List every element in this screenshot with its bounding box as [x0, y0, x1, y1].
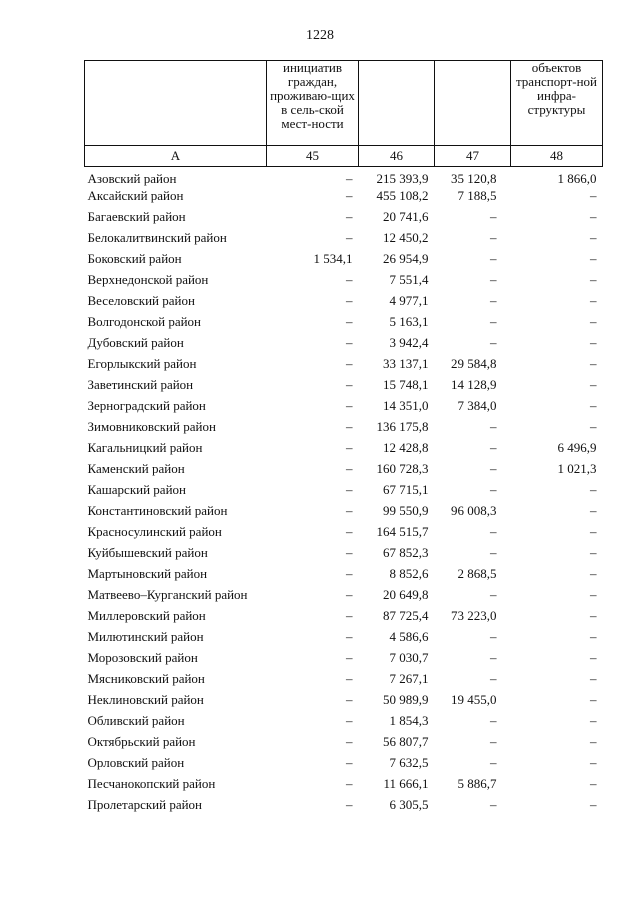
- value-col-47: –: [490, 712, 497, 728]
- district-name: Кашарский район: [87, 481, 186, 497]
- district-name: Зимовниковский район: [87, 418, 216, 434]
- value-col-46: 20 741,6: [383, 208, 429, 224]
- value-col-47: –: [490, 628, 497, 644]
- value-col-48: –: [590, 481, 597, 497]
- table-row: [85, 377, 603, 398]
- value-col-45: –: [346, 397, 353, 413]
- district-name: Мясниковский район: [87, 670, 205, 686]
- value-col-45: –: [346, 712, 353, 728]
- value-col-46: 7 030,7: [389, 649, 429, 665]
- value-col-48: –: [590, 208, 597, 224]
- value-col-47: 7 188,5: [457, 187, 497, 203]
- page-number: 1228: [306, 28, 334, 43]
- value-col-46: 5 163,1: [389, 313, 429, 329]
- value-col-48: 1 021,3: [557, 460, 597, 476]
- value-col-46: 215 393,9: [376, 171, 429, 186]
- table-row: [85, 293, 603, 314]
- value-col-47: –: [490, 229, 497, 245]
- value-col-45: –: [346, 208, 353, 224]
- value-col-46: 26 954,9: [383, 250, 429, 266]
- value-col-48: –: [590, 502, 597, 518]
- value-col-47: –: [490, 670, 497, 686]
- value-col-48: –: [590, 523, 597, 539]
- value-col-45: –: [346, 523, 353, 539]
- district-name: Орловский район: [87, 754, 185, 770]
- value-col-47: –: [490, 586, 497, 602]
- value-col-48: –: [590, 712, 597, 728]
- value-col-47: 73 223,0: [451, 607, 497, 623]
- value-col-48: –: [590, 292, 597, 308]
- district-name: Милютинский район: [87, 628, 204, 644]
- table-row: [85, 524, 603, 545]
- header-title-47: [435, 61, 511, 146]
- value-col-45: –: [346, 313, 353, 329]
- table-row: [85, 482, 603, 503]
- table-row: [85, 776, 603, 797]
- value-col-46: 4 586,6: [389, 628, 429, 644]
- district-name: Обливский район: [87, 712, 185, 728]
- budget-table: [84, 60, 603, 818]
- district-name: Зерноградский район: [87, 397, 206, 413]
- header-row-titles: [85, 61, 603, 146]
- value-col-45: –: [346, 171, 353, 186]
- value-col-45: –: [346, 481, 353, 497]
- table-row: [85, 629, 603, 650]
- district-name: Заветинский район: [87, 376, 194, 392]
- value-col-45: –: [346, 544, 353, 560]
- value-col-47: 2 868,5: [457, 565, 497, 581]
- value-col-45: –: [346, 691, 353, 707]
- value-col-46: 14 351,0: [383, 397, 429, 413]
- district-name: Веселовский район: [87, 292, 195, 308]
- table-row: [85, 356, 603, 377]
- value-col-46: 7 267,1: [389, 670, 429, 686]
- value-col-47: 7 384,0: [457, 397, 497, 413]
- district-name: Багаевский район: [87, 208, 186, 224]
- value-col-45: –: [346, 607, 353, 623]
- table-row: [85, 545, 603, 566]
- value-col-46: 87 725,4: [383, 607, 429, 623]
- value-col-45: –: [346, 733, 353, 749]
- header-col-48: 48: [511, 146, 603, 167]
- value-col-48: –: [590, 670, 597, 686]
- value-col-47: –: [490, 481, 497, 497]
- table-row: [85, 167, 603, 188]
- value-col-47: 35 120,8: [451, 171, 497, 186]
- district-name: Мартыновский район: [87, 565, 208, 581]
- budget-table-container: [84, 60, 602, 818]
- value-col-47: 29 584,8: [451, 355, 497, 371]
- value-col-48: 6 496,9: [557, 439, 597, 455]
- header-col-a: А: [85, 146, 267, 167]
- table-header: [85, 61, 603, 167]
- table-row: [85, 734, 603, 755]
- value-col-46: 3 942,4: [389, 334, 429, 350]
- value-col-45: –: [346, 460, 353, 476]
- value-col-45: –: [346, 418, 353, 434]
- value-col-47: –: [490, 649, 497, 665]
- value-col-47: 19 455,0: [451, 691, 497, 707]
- value-col-48: –: [590, 187, 597, 203]
- table-row: [85, 713, 603, 734]
- value-col-46: 11 666,1: [383, 775, 429, 791]
- value-col-47: –: [490, 208, 497, 224]
- value-col-46: 8 852,6: [389, 565, 429, 581]
- table-row: [85, 566, 603, 587]
- header-title-45: инициатив граждан, проживаю-щих в сель-ской мест-ности: [267, 61, 359, 146]
- value-col-48: 1 866,0: [557, 171, 597, 186]
- value-col-45: –: [346, 271, 353, 287]
- value-col-48: –: [590, 796, 597, 812]
- value-col-47: –: [490, 754, 497, 770]
- value-col-46: 7 551,4: [389, 271, 429, 287]
- value-col-46: 67 852,3: [383, 544, 429, 560]
- value-col-48: –: [590, 229, 597, 245]
- value-col-48: –: [590, 271, 597, 287]
- value-col-47: –: [490, 313, 497, 329]
- value-col-48: –: [590, 250, 597, 266]
- table-row: [85, 503, 603, 524]
- value-col-45: –: [346, 649, 353, 665]
- header-title-name: [85, 61, 267, 146]
- header-col-45: 45: [267, 146, 359, 167]
- table-row: [85, 440, 603, 461]
- value-col-46: 20 649,8: [383, 586, 429, 602]
- table-row: [85, 335, 603, 356]
- table-row: [85, 671, 603, 692]
- value-col-47: –: [490, 292, 497, 308]
- value-col-47: –: [490, 733, 497, 749]
- district-name: Матвеево–Курганский район: [87, 586, 248, 602]
- district-name: Пролетарский район: [87, 796, 203, 812]
- value-col-47: –: [490, 334, 497, 350]
- value-col-46: 67 715,1: [383, 481, 429, 497]
- district-name: Боковский район: [87, 250, 182, 266]
- value-col-48: –: [590, 649, 597, 665]
- value-col-46: 56 807,7: [383, 733, 429, 749]
- table-row: [85, 314, 603, 335]
- value-col-46: 164 515,7: [376, 523, 429, 539]
- value-col-48: –: [590, 628, 597, 644]
- value-col-48: –: [590, 607, 597, 623]
- value-col-47: 5 886,7: [457, 775, 497, 791]
- value-col-46: 15 748,1: [383, 376, 429, 392]
- value-col-45: –: [346, 628, 353, 644]
- value-col-48: –: [590, 544, 597, 560]
- value-col-45: –: [346, 502, 353, 518]
- value-col-45: –: [346, 586, 353, 602]
- value-col-46: 6 305,5: [389, 796, 429, 812]
- value-col-46: 136 175,8: [376, 418, 429, 434]
- district-name: Куйбышевский район: [87, 544, 208, 560]
- district-name: Аксайский район: [87, 187, 184, 203]
- table-row: [85, 797, 603, 818]
- value-col-47: 96 008,3: [451, 502, 497, 518]
- value-col-46: 7 632,5: [389, 754, 429, 770]
- value-col-45: –: [346, 229, 353, 245]
- district-name: Песчанокопский район: [87, 775, 216, 791]
- value-col-46: 50 989,9: [383, 691, 429, 707]
- value-col-45: –: [346, 187, 353, 203]
- value-col-46: 33 137,1: [383, 355, 429, 371]
- value-col-46: 99 550,9: [383, 502, 429, 518]
- value-col-45: –: [346, 796, 353, 812]
- value-col-48: –: [590, 334, 597, 350]
- table-row: [85, 188, 603, 209]
- district-name: Неклиновский район: [87, 691, 204, 707]
- value-col-47: –: [490, 271, 497, 287]
- table-row: [85, 608, 603, 629]
- value-col-46: 12 450,2: [383, 229, 429, 245]
- value-col-46: 12 428,8: [383, 439, 429, 455]
- value-col-45: 1 534,1: [313, 250, 353, 266]
- value-col-48: –: [590, 397, 597, 413]
- value-col-47: –: [490, 523, 497, 539]
- district-name: Егорлыкский район: [87, 355, 197, 371]
- value-col-48: –: [590, 313, 597, 329]
- header-title-46: [359, 61, 435, 146]
- table-row: [85, 209, 603, 230]
- district-name: Каменский район: [87, 460, 185, 476]
- table-row: [85, 398, 603, 419]
- value-col-45: –: [346, 292, 353, 308]
- value-col-47: –: [490, 460, 497, 476]
- value-col-46: 4 977,1: [389, 292, 429, 308]
- table-row: [85, 419, 603, 440]
- value-col-45: –: [346, 754, 353, 770]
- table-row: [85, 587, 603, 608]
- district-name: Миллеровский район: [87, 607, 206, 623]
- value-col-47: –: [490, 544, 497, 560]
- district-name: Белокалитвинский район: [87, 229, 227, 245]
- table-row: [85, 251, 603, 272]
- value-col-48: –: [590, 376, 597, 392]
- table-row: [85, 272, 603, 293]
- table-row: [85, 692, 603, 713]
- table-row: [85, 230, 603, 251]
- value-col-45: –: [346, 355, 353, 371]
- value-col-46: 160 728,3: [376, 460, 429, 476]
- table-row: [85, 461, 603, 482]
- value-col-48: –: [590, 754, 597, 770]
- value-col-48: –: [590, 691, 597, 707]
- value-col-47: 14 128,9: [451, 376, 497, 392]
- district-name: Морозовский район: [87, 649, 198, 665]
- header-col-47: 47: [435, 146, 511, 167]
- table-row: [85, 755, 603, 776]
- district-name: Константиновский район: [87, 502, 228, 518]
- value-col-47: –: [490, 418, 497, 434]
- district-name: Волгодонской район: [87, 313, 202, 329]
- header-title-48: объектов транспорт-ной инфра-структуры: [511, 61, 603, 146]
- value-col-45: –: [346, 775, 353, 791]
- value-col-45: –: [346, 334, 353, 350]
- table-row: [85, 650, 603, 671]
- value-col-48: –: [590, 418, 597, 434]
- header-col-46: 46: [359, 146, 435, 167]
- value-col-45: –: [346, 439, 353, 455]
- table-body: [85, 167, 603, 818]
- value-col-47: –: [490, 796, 497, 812]
- value-col-46: 1 854,3: [389, 712, 429, 728]
- value-col-47: –: [490, 439, 497, 455]
- value-col-47: –: [490, 250, 497, 266]
- value-col-48: –: [590, 355, 597, 371]
- district-name: Кагальницкий район: [87, 439, 203, 455]
- value-col-48: –: [590, 565, 597, 581]
- district-name: Дубовский район: [87, 334, 184, 350]
- value-col-48: –: [590, 775, 597, 791]
- value-col-48: –: [590, 586, 597, 602]
- header-row-numbers: [85, 146, 603, 167]
- district-name: Октябрьский район: [87, 733, 196, 749]
- value-col-45: –: [346, 565, 353, 581]
- value-col-46: 455 108,2: [376, 187, 429, 203]
- district-name: Азовский район: [87, 171, 177, 186]
- value-col-45: –: [346, 670, 353, 686]
- value-col-48: –: [590, 733, 597, 749]
- district-name: Верхнедонской район: [87, 271, 209, 287]
- district-name: Красносулинский район: [87, 523, 222, 539]
- value-col-45: –: [346, 376, 353, 392]
